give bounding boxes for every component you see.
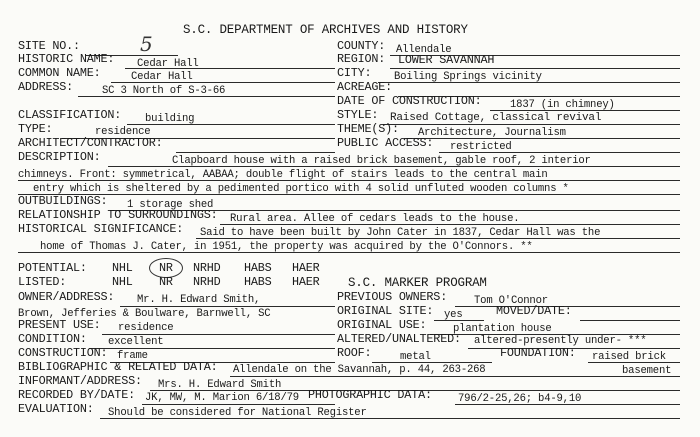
relationship-value: Rural area. Allee of cedars leads to the house. [230,213,520,225]
description-line-3: entry which is sheltered by a pedimented portico with 4 solid unfluted wooden columns * [33,183,569,195]
foundation-value-continued: basement [622,365,672,377]
historic-name-value: Cedar Hall [137,58,199,70]
potential-nhl: NHL [112,261,133,275]
region-label: REGION: [337,52,386,66]
potential-label: POTENTIAL: [18,261,87,275]
style-label: STYLE: [337,108,379,122]
classification-label: CLASSIFICATION: [18,108,122,122]
informant-label: INFORMANT/ADDRESS: [18,374,142,388]
potential-nr: NR [159,261,173,275]
potential-habs: HABS [244,261,272,275]
description-line-1: Clapboard house with a raised brick basement, gable roof, 2 interior [172,155,591,167]
owner-line-1: Mr. H. Edward Smith, [137,294,261,306]
previous-owners-value: Tom O'Connor [474,295,548,307]
present-use-label: PRESENT USE: [18,318,101,332]
city-label: CITY: [337,66,372,80]
original-use-value: plantation house [453,323,552,335]
altered-value: altered-presently under- *** [474,335,647,347]
type-value: residence [95,126,151,138]
date-of-construction-value: 1837 (in chimney) [510,99,615,111]
potential-haer: HAER [292,261,320,275]
previous-owners-label: PREVIOUS OWNERS: [337,290,448,304]
public-access-label: PUBLIC ACCESS: [337,136,434,150]
moved-date-label: MOVED/DATE: [496,304,572,318]
date-of-construction-label: DATE OF CONSTRUCTION: [337,94,482,108]
owner-line-2: Brown, Jefferies & Boulware, Barnwell, SC [18,308,271,320]
evaluation-value: Should be considered for National Register [108,407,367,419]
foundation-value: raised brick [592,351,666,363]
common-name-label: COMMON NAME: [18,66,101,80]
evaluation-label: EVALUATION: [18,402,94,416]
foundation-label: FOUNDATION: [500,346,576,360]
altered-label: ALTERED/UNALTERED: [337,332,461,346]
common-name-value: Cedar Hall [131,71,193,83]
county-value: Allendale [396,44,452,56]
roof-value: metal [400,351,431,363]
significance-line-1: Said to have been built by John Cater in 1837, Cedar Hall was the [200,227,601,239]
present-use-value: residence [118,322,174,334]
type-label: TYPE: [18,122,53,136]
owner-label: OWNER/ADDRESS: [18,290,115,304]
region-value: LOWER SAVANNAH [398,53,495,67]
themes-value: Architecture, Journalism [418,127,566,139]
listed-haer: HAER [292,275,320,289]
condition-label: CONDITION: [18,332,87,346]
outbuildings-value: 1 storage shed [127,199,214,211]
description-line-2: chimneys. Front: symmetrical, AABAA; double flight of stairs leads to the central main [18,169,548,181]
listed-nrhd: NRHD [193,275,221,289]
original-use-label: ORIGINAL USE: [337,318,427,332]
significance-line-2: home of Thomas J. Cater, in 1951, the property was acquired by the O'Connors. ** [40,241,533,253]
construction-label: CONSTRUCTION: [18,346,108,360]
bibliographic-label: BIBLIOGRAPHIC & RELATED DATA: [18,360,218,374]
photographic-value: 796/2-25,26; b4-9,10 [458,393,582,405]
marker-program-heading: S.C. MARKER PROGRAM [348,276,487,290]
roof-label: ROOF: [337,346,372,360]
address-value: SC 3 North of S-3-66 [102,85,226,97]
listed-habs: HABS [244,275,272,289]
form-header: S.C. DEPARTMENT OF ARCHIVES AND HISTORY [183,23,468,37]
acreage-label: ACREAGE: [337,80,393,94]
architect-label: ARCHITECT/CONTRACTOR: [18,136,163,150]
informant-value: Mrs. H. Edward Smith [158,379,282,391]
photographic-label: PHOTOGRAPHIC DATA: [308,388,432,402]
county-label: COUNTY: [337,39,386,53]
listed-nhl: NHL [112,275,133,289]
city-value: Boiling Springs vicinity [394,71,542,83]
site-no-label: SITE NO.: [18,39,80,53]
site-no-value: 5 [140,32,153,56]
recorded-by-label: RECORDED BY/DATE: [18,388,135,402]
recorded-by-value: JK, MW, M. Marion 6/18/79 [145,392,299,404]
classification-value: building [145,113,195,125]
address-label: ADDRESS: [18,80,74,94]
significance-label: HISTORICAL SIGNIFICANCE: [18,222,184,236]
original-site-value: yes [444,309,463,321]
outbuildings-label: OUTBUILDINGS: [18,194,108,208]
style-value: Raised Cottage, classical revival [390,112,602,124]
bibliographic-value: Allendale on the Savannah, p. 44, 263-268 [233,364,486,376]
potential-nrhd: NRHD [193,261,221,275]
historic-name-label: HISTORIC NAME: [18,52,115,66]
construction-value: frame [117,350,148,362]
listed-label: LISTED: [18,275,67,289]
listed-nr: NR [159,275,173,289]
themes-label: THEME(S): [337,122,399,136]
relationship-label: RELATIONSHIP TO SURROUNDINGS: [18,208,218,222]
public-access-value: restricted [450,141,512,153]
original-site-label: ORIGINAL SITE: [337,304,434,318]
condition-value: excellent [108,336,164,348]
description-label: DESCRIPTION: [18,150,101,164]
